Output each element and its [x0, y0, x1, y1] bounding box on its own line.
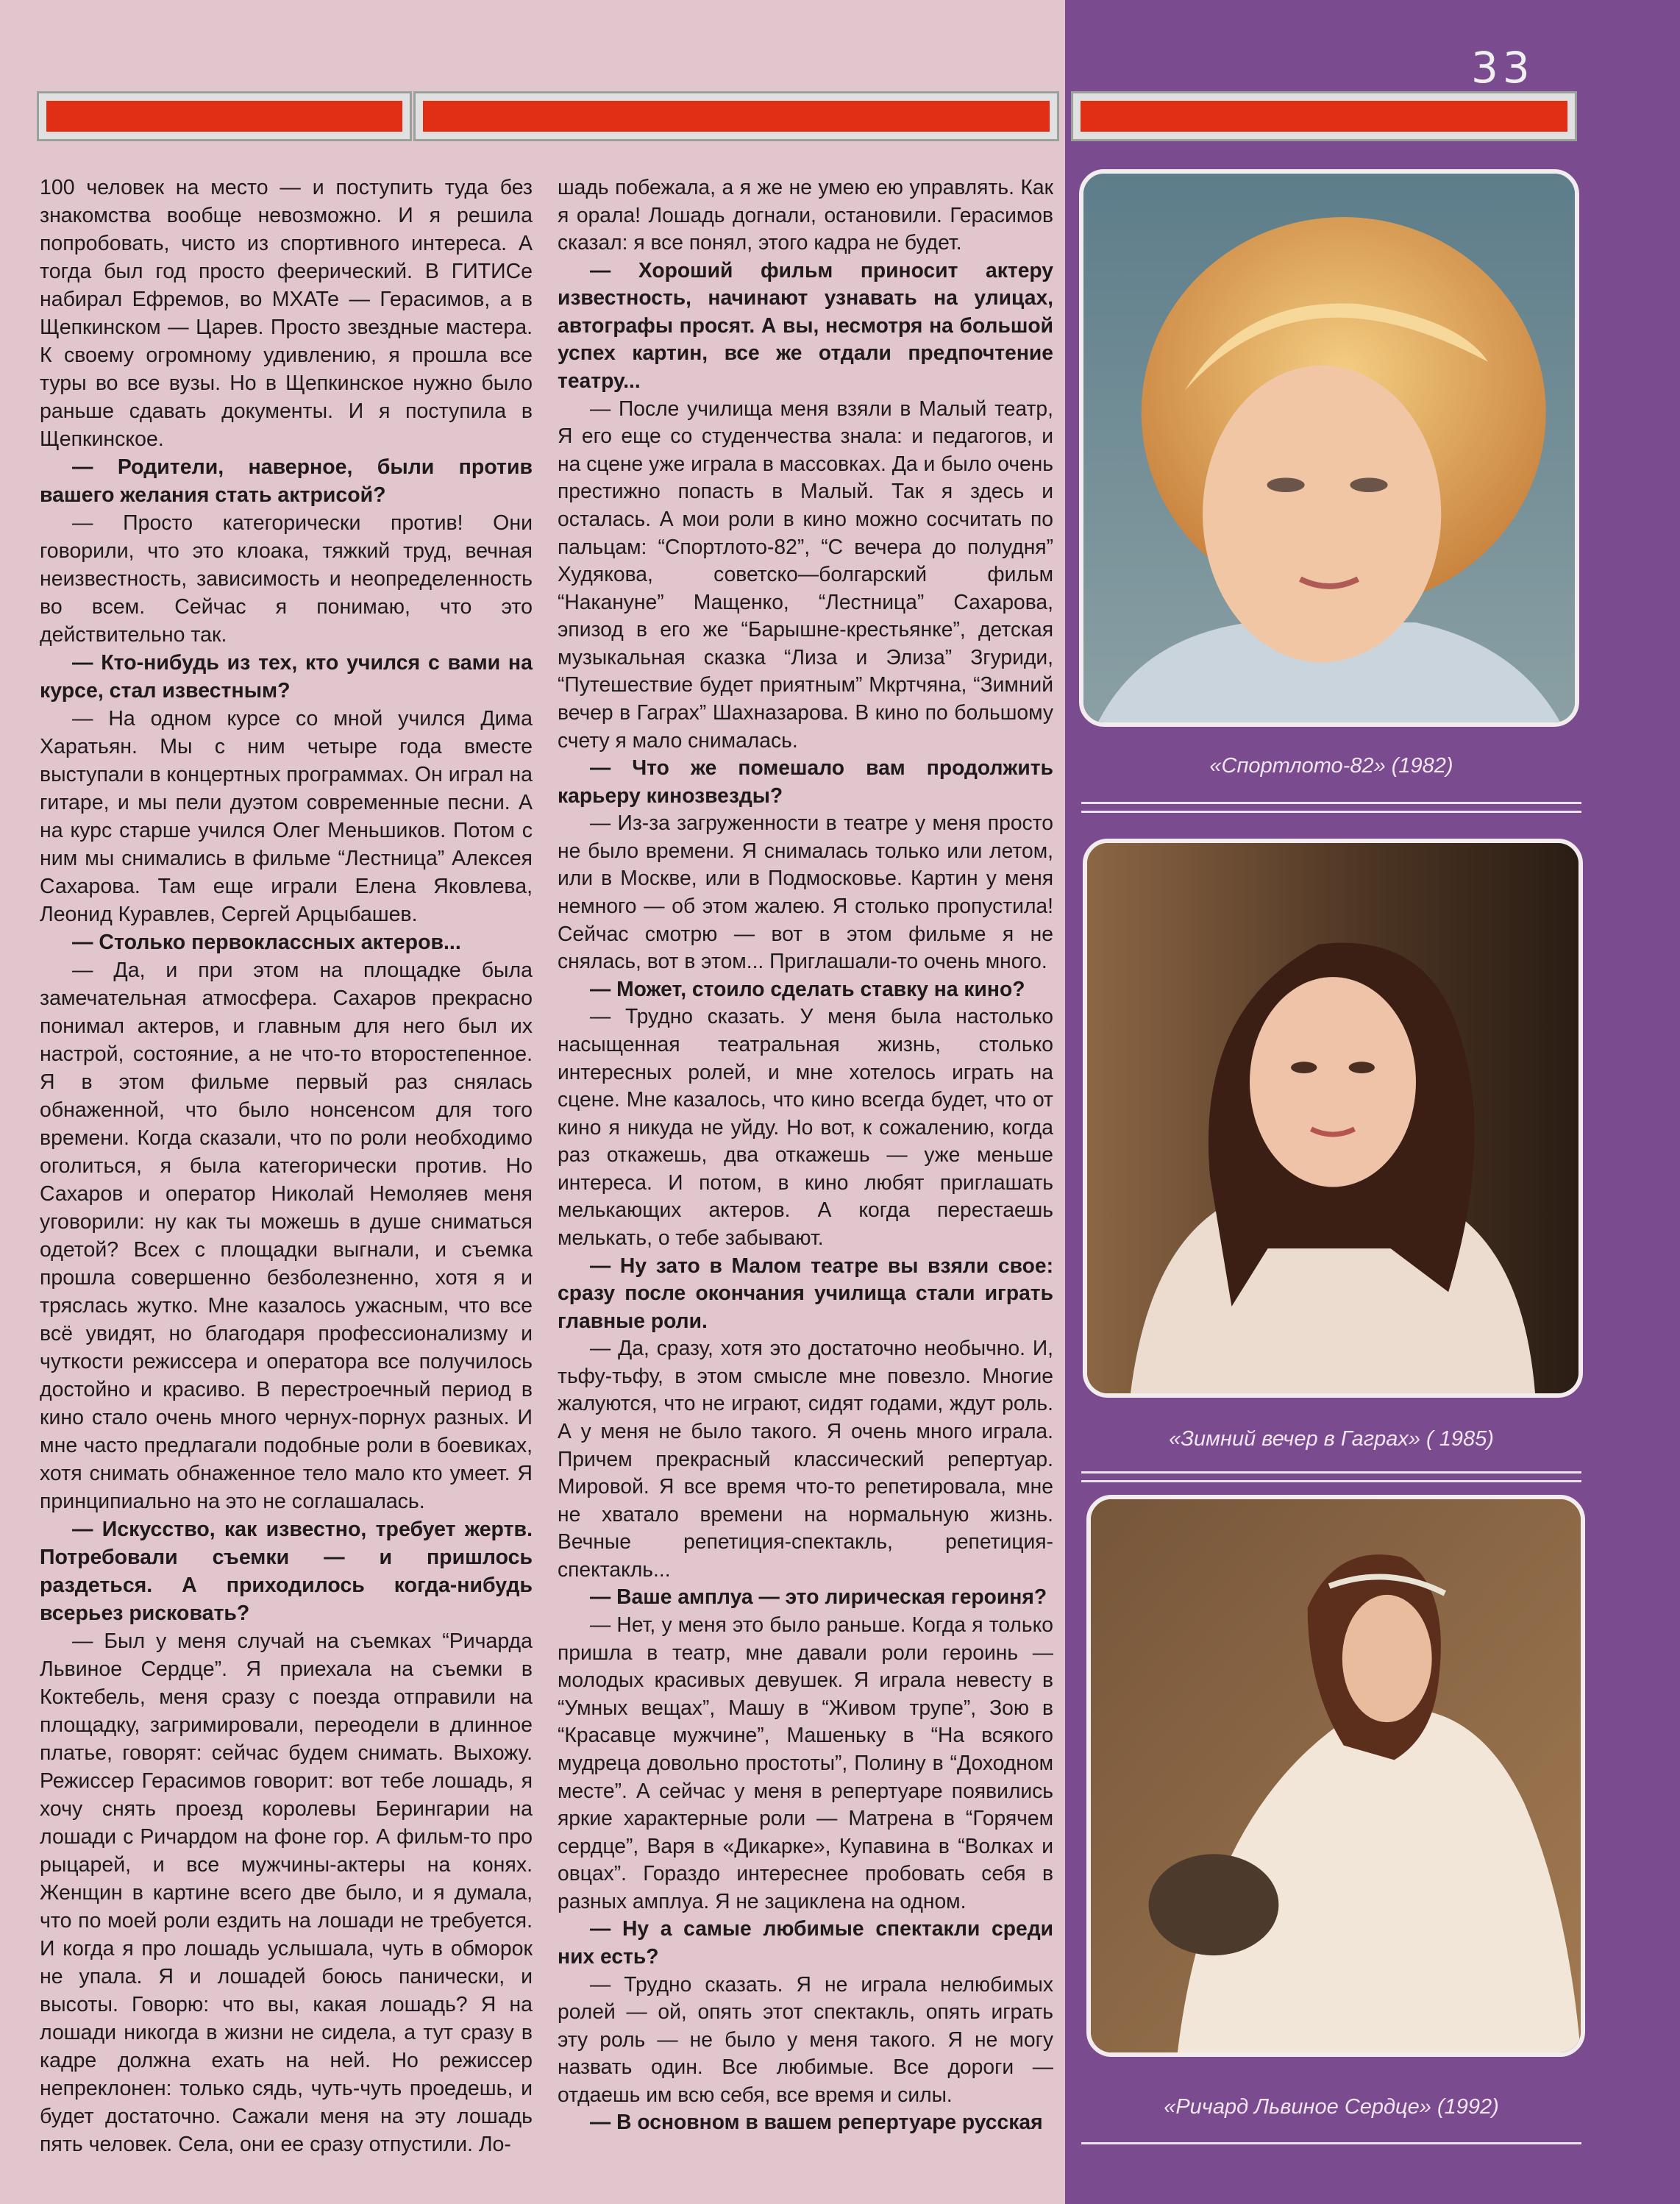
interview-question: — Кто-нибудь из тех, кто учился с вами на курсе, стал известным? — [40, 651, 533, 703]
interview-answer: — После училища меня взяли в Малый театр, Я его еще со студенчества знала: и педагогов, и на сцене уже играла в массовках. Да и было очень престижно попасть в Малый. Так я здесь и осталась. А мои роли в кино можно сосчитать по пальцам: “Спортлото-82”, “С вечера до полудня” Худякова, советско—болгарский фильм “Накануне” Мащенко, “Лестница” Сахарова, эпизод в его же “Барышне-крестьянке”, детская музыкальная сказка “Лиза и Элиза” Згуриди, “Путешествие будет приятным” Мкртчяна, “Зимний вечер в Гаграх” Шахназарова. В кино по большому счету я мало снималась. — [558, 396, 1053, 752]
divider — [1081, 802, 1581, 804]
interview-answer: — Трудно сказать. Я не играла нелюбимых ролей — ой, опять этот спектакль, опять играть эту роль — не было у меня такого. Я не могу назвать один. Все любимые. Все дороги — отдаешь им всю себя, все время и силы. — [558, 1972, 1053, 2106]
interview-question: — Столько первоклассных актеров... — [72, 931, 461, 954]
photo-richard-lvinoe-serdtse — [1086, 1495, 1585, 2057]
interview-answer: — Из-за загруженности в театре у меня просто не было времени. Я снималась только или летом, или в Москве, или в Подмосковье. Картин у меня немного — об этом жалею. Я столько пропустила! Сейчас смотрю — вот в этом фильме я не снялась, вот в этом... Приглашали-то очень много. — [558, 811, 1053, 973]
interview-question: — Хороший фильм приносит актеру известность, начинают узнавать на улицах, автографы просят. А вы, несмотря на большой успех картин, все же отдали предпочтение театру... — [558, 257, 1053, 393]
portrait-illustration — [1087, 843, 1578, 1393]
portrait-illustration — [1091, 1499, 1581, 2052]
interview-answer: 100 человек на место — и поступить туда без знакомства вообще невозможно. И я решила попробовать, чисто из спортивного интереса. А тогда был год просто феерический. В ГИТИСе набирал Ефремов, во МХАТе — Герасимов, а в Щепкинском — Царев. Просто звездные мастера. К своему огромному удивлению, я прошла все туры во все вузы. Но в Щепкинское нужно было раньше сдавать документы. И я поступила в Щепкинское. — [40, 176, 533, 451]
page-number: 33 — [1471, 43, 1534, 93]
interview-answer: шадь побежала, а я же не умею ею управлять. Как я орала! Лошадь догнали, остановили. Герасимов сказал: я все понял, этого кадра не будет. — [558, 175, 1053, 255]
header-bar-left — [37, 91, 412, 141]
interview-answer: — Да, и при этом на площадке была замечательная атмосфера. Сахаров прекрасно понимал актеров, и главным для него был их настрой, состояние, а не что-то второстепенное. Я в этом фильме первый раз снялась обнаженной, что было нонсенсом для того времени. Когда сказали, что по роли необходимо оголиться, я была категорически против. Но Сахаров и оператор Николай Немоляев меня уговорили: ну как ты можешь в душе сниматься одетой? Всех с площадки выгнали, и съемка прошла совершенно безболезненно, хотя я и тряслась жутко. Мне казалось ужасным, что все всё увидят, но благодаря профессионализму и чуткости режиссера и оператора все получилось достойно и красиво. В перестроечный период в кино стало очень много чернух-порнух разных. И мне часто предлагали подобные роли в боевиках, хотя снимать обнаженное тело мало кто умеет. Я принципиально на это не соглашалась. — [40, 959, 533, 1513]
photo-sportloto-82 — [1079, 169, 1579, 727]
interview-answer: — Был у меня случай на съемках “Ричарда Львиное Сердце”. Я приехала на съемки в Коктебель, меня сразу с поезда отправили на площадку, загримировали, переодели в длинное платье, говорят: сейчас будем снимать. Выхожу. Режиссер Герасимов говорит: вот тебе лошадь, я хочу снять проезд королевы Берингарии на лошади с Ричардом на фоне гор. А фильм-то про рыцарей, и все мужчины-актеры на конях. Женщин в картине всего две было, и я думала, что по моей роли ездить на лошади не требуется. И когда я про лошадь услышала, чуть в обморок не упала. Я и лошадей боюсь панически, и высоты. Говорю: что вы, какая лошадь? Я на лошади никогда в жизни не сидела, а тут сразу в кадре должна ехать на ней. Но режиссер непреклонен: только сядь, чуть-чуть проедешь, и будет достаточно. Сажали меня на эту лошадь пять человек. Села, они ее сразу отпустили. Ло- — [40, 1629, 533, 2156]
interview-answer: — Да, сразу, хотя это достаточно необычно. И, тьфу-тьфу, в этом смысле мне повезло. Многие жалуются, что не играют, сидят годами, ждут роль. А у меня не было такого. Я очень много играла. Причем прекрасный классический репертуар. Мировой. Я все время что-то репетировала, мне не хватало времени на нормальную жизнь. Вечные репетиция-спектакль, репетиция-спектакль... — [558, 1336, 1053, 1581]
interview-answer: — Нет, у меня это было раньше. Когда я только пришла в театр, мне давали роли героинь — молодых красивых девушек. Я играла невесту в “Умных вещах”, Машу в “Живом трупе”, Зою в “Красавце мужчине”, Машеньку в “На всякого мудреца довольно простоты”, Полину в “Доходном месте”. А сейчас у меня в репертуаре появились яркие характерные роли — Матрена в “Горячем сердце”, Варя в «Дикарке», Купавина в “Волках и овцах”. Гораздо интереснее пробовать себя в разных амплуа. Я не зациклена на одном. — [558, 1613, 1053, 1913]
article-column-1 — [40, 174, 533, 2158]
interview-question: — Может, стоило сделать ставку на кино? — [590, 976, 1025, 1000]
divider — [1081, 811, 1581, 813]
article-column-2 — [558, 174, 1053, 2136]
interview-question: — Родители, наверное, были против вашего желания стать актрисой? — [40, 455, 533, 507]
header-bar-right — [1071, 91, 1577, 141]
photo-zimniy-vecher-v-gagrakh — [1083, 839, 1583, 1398]
caption-photo-3: «Ричард Львиное Сердце» (1992) — [1164, 2095, 1499, 2119]
caption-photo-1: «Спортлото-82» (1982) — [1209, 754, 1453, 778]
divider — [1081, 1471, 1581, 1474]
interview-question: — Что же помешало вам продолжить карьеру кинозвезды? — [558, 756, 1053, 807]
divider — [1081, 2142, 1581, 2144]
interview-answer: — Просто категорически против! Они говорили, что это клоака, тяжкий труд, вечная неизвестность, зависимость и неопределенность во всем. Сейчас я понимаю, что это действительно так. — [40, 511, 533, 647]
interview-question: — В основном в вашем репертуаре русская — [590, 2110, 1043, 2134]
header-bar-middle — [413, 91, 1059, 141]
interview-question: — Ваше амплуа — это лирическая героиня? — [590, 1585, 1047, 1609]
interview-question: — Ну зато в Малом театре вы взяли свое: сразу после окончания училища стали играть главные роли. — [558, 1253, 1053, 1332]
caption-photo-2: «Зимний вечер в Гаграх» ( 1985) — [1169, 1427, 1494, 1451]
interview-question: — Ну а самые любимые спектакли среди них есть? — [558, 1916, 1053, 1968]
interview-answer: — На одном курсе со мной учился Дима Харатьян. Мы с ним четыре года вместе выступали в концертных программах. Он играл на гитаре, и мы пели дуэтом современные песни. А на курс старше учился Олег Меньшиков. Потом с ним мы снимались в фильме “Лестница” Алексея Сахарова. Там еще играли Елена Яковлева, Леонид Куравлев, Сергей Арцыбашев. — [40, 707, 533, 926]
interview-answer: — Трудно сказать. У меня была настолько насыщенная театральная жизнь, столько интересных ролей, и мне хотелось играть на сцене. Мне казалось, что кино всегда будет, что от кино я никуда не уйду. Но вот, к сожалению, когда раз откажешь, два откажешь — уже меньше интереса. И потом, в кино любят приглашать мелькающих актеров. А когда перестаешь мелькать, о тебе забывают. — [558, 1004, 1053, 1249]
portrait-illustration — [1083, 174, 1575, 722]
interview-question: — Искусство, как известно, требует жертв. Потребовали съемки — и пришлось раздеться. А приходилось когда-нибудь всерьез рисковать? — [40, 1518, 533, 1625]
divider — [1081, 1480, 1581, 1482]
